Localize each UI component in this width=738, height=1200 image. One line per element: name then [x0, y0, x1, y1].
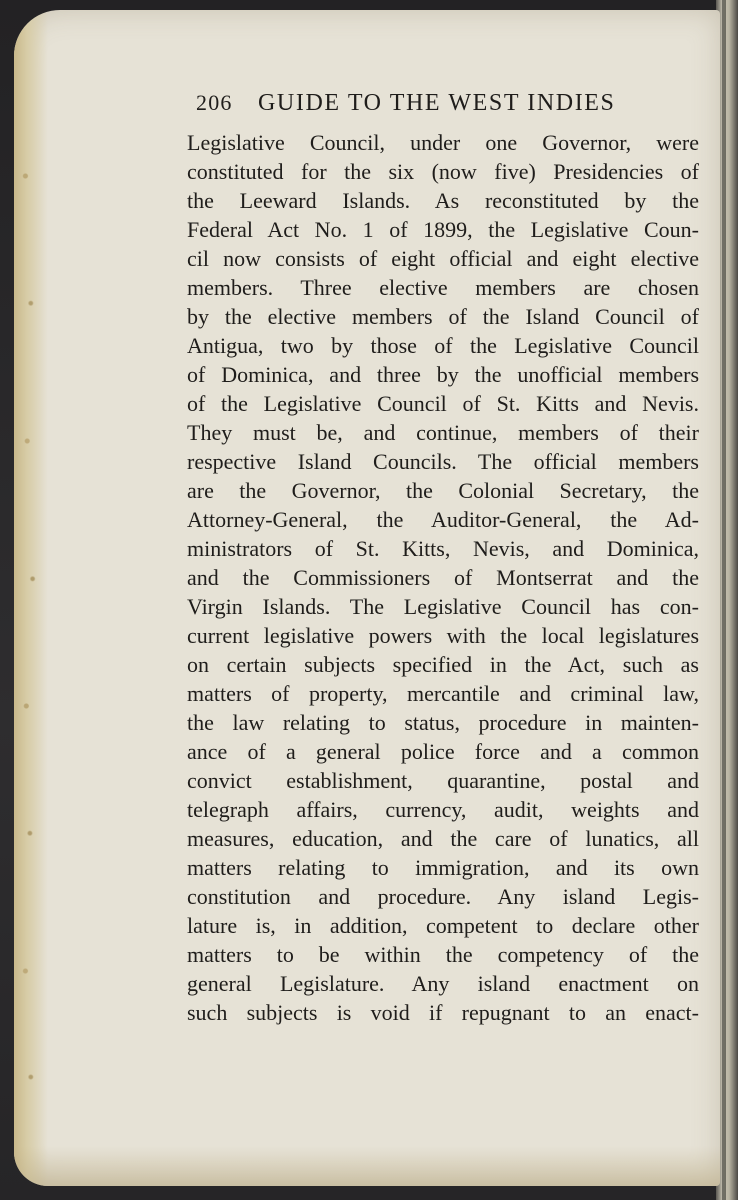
text-line: matters to be within the competency of the: [187, 942, 699, 967]
text-line: such subjects is void if repugnant to an enact-: [187, 1000, 699, 1025]
running-title: GUIDE TO THE WEST INDIES: [258, 90, 616, 116]
text-line: lature is, in addition, competent to declare other: [187, 913, 699, 938]
text-line: measures, education, and the care of lunatics, all: [187, 826, 699, 851]
text-line: matters relating to immigration, and its own: [187, 855, 699, 880]
text-line: current legislative powers with the local legislatures: [187, 623, 699, 648]
text-line: Federal Act No. 1 of 1899, the Legislative Coun-: [187, 217, 699, 242]
text-line: of Dominica, and three by the unofficial members: [187, 362, 699, 387]
text-line: the Leeward Islands. As reconstituted by the: [187, 188, 699, 213]
text-line: constituted for the six (now five) Presidencies of: [187, 159, 699, 184]
text-line: Virgin Islands. The Legislative Council has con-: [187, 594, 699, 619]
text-line: convict establishment, quarantine, postal and: [187, 768, 699, 793]
text-line: on certain subjects specified in the Act, such as: [187, 652, 699, 677]
foxing-marks: [20, 70, 38, 1130]
body-text: [187, 128, 699, 1027]
text-line: of the Legislative Council of St. Kitts and Nevis.: [187, 391, 699, 416]
text-line: are the Governor, the Colonial Secretary, the: [187, 478, 699, 503]
text-line: and the Commissioners of Montserrat and the: [187, 565, 699, 590]
text-line: members. Three elective members are chosen: [187, 275, 699, 300]
page-bottom-wear: [14, 1146, 720, 1186]
text-line: ance of a general police force and a common: [187, 739, 699, 764]
text-line: Attorney-General, the Auditor-General, the Ad-: [187, 507, 699, 532]
text-line: They must be, and continue, members of their: [187, 420, 699, 445]
running-header: [196, 90, 666, 122]
text-line: Antigua, two by those of the Legislative Council: [187, 333, 699, 358]
page-number: 206: [196, 90, 233, 115]
text-line: respective Island Councils. The official members: [187, 449, 699, 474]
text-line: Legislative Council, under one Governor, were: [187, 130, 699, 155]
text-line: cil now consists of eight official and eight elective: [187, 246, 699, 271]
text-line: telegraph affairs, currency, audit, weights and: [187, 797, 699, 822]
text-line: ministrators of St. Kitts, Nevis, and Dominica,: [187, 536, 699, 561]
text-line: by the elective members of the Island Council of: [187, 304, 699, 329]
text-line: constitution and procedure. Any island Legis-: [187, 884, 699, 909]
text-line: matters of property, mercantile and criminal law,: [187, 681, 699, 706]
text-line: the law relating to status, procedure in mainten-: [187, 710, 699, 735]
text-line: general Legislature. Any island enactment on: [187, 971, 699, 996]
